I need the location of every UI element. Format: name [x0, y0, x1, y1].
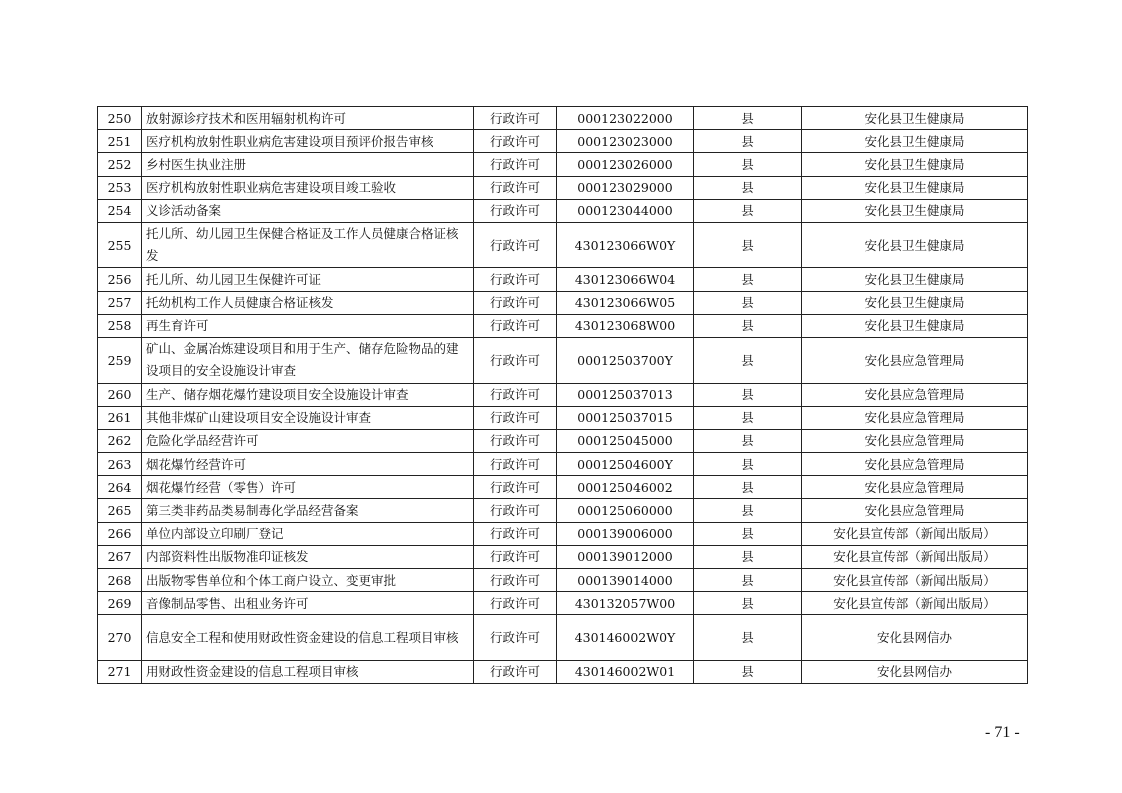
department-cell: 安化县宣传部（新闻出版局） — [802, 569, 1028, 592]
table-row — [98, 615, 1028, 661]
item-code-cell: 430123066W05 — [557, 291, 694, 314]
department-cell: 安化县卫生健康局 — [802, 176, 1028, 199]
item-type-cell: 行政许可 — [474, 522, 557, 545]
item-code-cell: 430123068W00 — [557, 314, 694, 337]
department-cell: 安化县应急管理局 — [802, 383, 1028, 406]
item-type-cell: 行政许可 — [474, 338, 557, 384]
table-row — [98, 107, 1028, 130]
row-number-cell: 267 — [98, 545, 142, 568]
row-number-cell: 260 — [98, 383, 142, 406]
admin-level-cell: 县 — [694, 153, 802, 176]
department-cell: 安化县应急管理局 — [802, 429, 1028, 452]
item-type-cell: 行政许可 — [474, 499, 557, 522]
table-row — [98, 545, 1028, 568]
admin-level-cell: 县 — [694, 522, 802, 545]
admin-level-cell: 县 — [694, 660, 802, 683]
item-code-cell: 00012504600Y — [557, 453, 694, 476]
table-row — [98, 406, 1028, 429]
admin-level-cell: 县 — [694, 592, 802, 615]
row-number-cell: 265 — [98, 499, 142, 522]
table-row — [98, 660, 1028, 683]
admin-level-cell: 县 — [694, 383, 802, 406]
item-code-cell: 000123022000 — [557, 107, 694, 130]
admin-level-cell: 县 — [694, 499, 802, 522]
row-number-cell: 268 — [98, 569, 142, 592]
item-type-cell: 行政许可 — [474, 476, 557, 499]
table-row — [98, 476, 1028, 499]
department-cell: 安化县卫生健康局 — [802, 107, 1028, 130]
admin-level-cell: 县 — [694, 545, 802, 568]
admin-level-cell: 县 — [694, 406, 802, 429]
row-number-cell: 250 — [98, 107, 142, 130]
item-type-cell: 行政许可 — [474, 545, 557, 568]
department-cell: 安化县宣传部（新闻出版局） — [802, 545, 1028, 568]
row-number-cell: 261 — [98, 406, 142, 429]
item-type-cell: 行政许可 — [474, 615, 557, 661]
admin-level-cell: 县 — [694, 199, 802, 222]
item-name-cell: 托幼机构工作人员健康合格证核发 — [142, 291, 474, 314]
item-type-cell: 行政许可 — [474, 429, 557, 452]
row-number-cell: 258 — [98, 314, 142, 337]
row-number-cell: 271 — [98, 660, 142, 683]
item-type-cell: 行政许可 — [474, 199, 557, 222]
admin-level-cell: 县 — [694, 338, 802, 384]
admin-level-cell: 县 — [694, 453, 802, 476]
table-row — [98, 130, 1028, 153]
item-type-cell: 行政许可 — [474, 569, 557, 592]
item-code-cell: 430146002W01 — [557, 660, 694, 683]
row-number-cell: 259 — [98, 338, 142, 384]
table-row — [98, 569, 1028, 592]
item-name-cell: 义诊活动备案 — [142, 199, 474, 222]
department-cell: 安化县卫生健康局 — [802, 291, 1028, 314]
page-number: - 71 - — [985, 724, 1020, 741]
row-number-cell: 269 — [98, 592, 142, 615]
row-number-cell: 262 — [98, 429, 142, 452]
item-name-cell: 危险化学品经营许可 — [142, 429, 474, 452]
department-cell: 安化县卫生健康局 — [802, 130, 1028, 153]
table-row — [98, 499, 1028, 522]
item-code-cell: 000125037013 — [557, 383, 694, 406]
row-number-cell: 252 — [98, 153, 142, 176]
table-row — [98, 153, 1028, 176]
item-code-cell: 000125060000 — [557, 499, 694, 522]
row-number-cell: 255 — [98, 222, 142, 268]
row-number-cell: 256 — [98, 268, 142, 291]
department-cell: 安化县应急管理局 — [802, 406, 1028, 429]
item-code-cell: 000125037015 — [557, 406, 694, 429]
row-number-cell: 264 — [98, 476, 142, 499]
item-name-cell: 信息安全工程和使用财政性资金建设的信息工程项目审核 — [142, 615, 474, 661]
admin-level-cell: 县 — [694, 268, 802, 291]
table-row — [98, 429, 1028, 452]
item-code-cell: 430146002W0Y — [557, 615, 694, 661]
item-type-cell: 行政许可 — [474, 406, 557, 429]
item-code-cell: 00012503700Y — [557, 338, 694, 384]
item-name-cell: 放射源诊疗技术和医用辐射机构许可 — [142, 107, 474, 130]
item-name-cell: 生产、储存烟花爆竹建设项目安全设施设计审查 — [142, 383, 474, 406]
admin-level-cell: 县 — [694, 130, 802, 153]
item-name-cell: 内部资料性出版物准印证核发 — [142, 545, 474, 568]
department-cell: 安化县卫生健康局 — [802, 222, 1028, 268]
department-cell: 安化县应急管理局 — [802, 338, 1028, 384]
table-row — [98, 314, 1028, 337]
table-row — [98, 592, 1028, 615]
row-number-cell: 266 — [98, 522, 142, 545]
row-number-cell: 270 — [98, 615, 142, 661]
item-type-cell: 行政许可 — [474, 453, 557, 476]
department-cell: 安化县宣传部（新闻出版局） — [802, 522, 1028, 545]
department-cell: 安化县应急管理局 — [802, 453, 1028, 476]
item-type-cell: 行政许可 — [474, 268, 557, 291]
department-cell: 安化县网信办 — [802, 660, 1028, 683]
department-cell: 安化县卫生健康局 — [802, 199, 1028, 222]
item-code-cell: 000139006000 — [557, 522, 694, 545]
item-code-cell: 000123029000 — [557, 176, 694, 199]
item-name-cell: 医疗机构放射性职业病危害建设项目竣工验收 — [142, 176, 474, 199]
table-row — [98, 338, 1028, 384]
permits-table-body — [98, 107, 1028, 684]
admin-level-cell: 县 — [694, 569, 802, 592]
item-name-cell: 用财政性资金建设的信息工程项目审核 — [142, 660, 474, 683]
table-row — [98, 222, 1028, 268]
table-row — [98, 453, 1028, 476]
item-code-cell: 000139012000 — [557, 545, 694, 568]
department-cell: 安化县网信办 — [802, 615, 1028, 661]
admin-level-cell: 县 — [694, 176, 802, 199]
row-number-cell: 253 — [98, 176, 142, 199]
item-code-cell: 000123026000 — [557, 153, 694, 176]
item-name-cell: 医疗机构放射性职业病危害建设项目预评价报告审核 — [142, 130, 474, 153]
item-name-cell: 第三类非药品类易制毒化学品经营备案 — [142, 499, 474, 522]
item-type-cell: 行政许可 — [474, 107, 557, 130]
admin-level-cell: 县 — [694, 615, 802, 661]
item-name-cell: 烟花爆竹经营（零售）许可 — [142, 476, 474, 499]
item-code-cell: 000125045000 — [557, 429, 694, 452]
admin-level-cell: 县 — [694, 291, 802, 314]
department-cell: 安化县卫生健康局 — [802, 314, 1028, 337]
table-row — [98, 199, 1028, 222]
item-code-cell: 000139014000 — [557, 569, 694, 592]
item-name-cell: 再生育许可 — [142, 314, 474, 337]
item-type-cell: 行政许可 — [474, 291, 557, 314]
row-number-cell: 251 — [98, 130, 142, 153]
table-row — [98, 176, 1028, 199]
row-number-cell: 257 — [98, 291, 142, 314]
row-number-cell: 254 — [98, 199, 142, 222]
item-type-cell: 行政许可 — [474, 314, 557, 337]
permits-table — [97, 106, 1028, 684]
department-cell: 安化县宣传部（新闻出版局） — [802, 592, 1028, 615]
item-type-cell: 行政许可 — [474, 130, 557, 153]
item-code-cell: 430123066W0Y — [557, 222, 694, 268]
item-name-cell: 托儿所、幼儿园卫生保健许可证 — [142, 268, 474, 291]
item-type-cell: 行政许可 — [474, 660, 557, 683]
admin-level-cell: 县 — [694, 107, 802, 130]
table-row — [98, 383, 1028, 406]
item-name-cell: 乡村医生执业注册 — [142, 153, 474, 176]
item-type-cell: 行政许可 — [474, 592, 557, 615]
department-cell: 安化县卫生健康局 — [802, 153, 1028, 176]
item-type-cell: 行政许可 — [474, 222, 557, 268]
table-row — [98, 522, 1028, 545]
item-name-cell: 出版物零售单位和个体工商户设立、变更审批 — [142, 569, 474, 592]
item-code-cell: 000125046002 — [557, 476, 694, 499]
department-cell: 安化县应急管理局 — [802, 499, 1028, 522]
admin-level-cell: 县 — [694, 222, 802, 268]
item-name-cell: 其他非煤矿山建设项目安全设施设计审查 — [142, 406, 474, 429]
item-name-cell: 矿山、金属冶炼建设项目和用于生产、储存危险物品的建设项目的安全设施设计审查 — [142, 338, 474, 384]
item-type-cell: 行政许可 — [474, 176, 557, 199]
item-name-cell: 托儿所、幼儿园卫生保健合格证及工作人员健康合格证核发 — [142, 222, 474, 268]
department-cell: 安化县应急管理局 — [802, 476, 1028, 499]
row-number-cell: 263 — [98, 453, 142, 476]
admin-level-cell: 县 — [694, 314, 802, 337]
item-code-cell: 000123023000 — [557, 130, 694, 153]
item-name-cell: 音像制品零售、出租业务许可 — [142, 592, 474, 615]
item-code-cell: 430132057W00 — [557, 592, 694, 615]
item-name-cell: 烟花爆竹经营许可 — [142, 453, 474, 476]
table-row — [98, 268, 1028, 291]
department-cell: 安化县卫生健康局 — [802, 268, 1028, 291]
table-row — [98, 291, 1028, 314]
item-name-cell: 单位内部设立印刷厂登记 — [142, 522, 474, 545]
item-type-cell: 行政许可 — [474, 153, 557, 176]
admin-level-cell: 县 — [694, 429, 802, 452]
item-code-cell: 000123044000 — [557, 199, 694, 222]
item-code-cell: 430123066W04 — [557, 268, 694, 291]
item-type-cell: 行政许可 — [474, 383, 557, 406]
admin-level-cell: 县 — [694, 476, 802, 499]
